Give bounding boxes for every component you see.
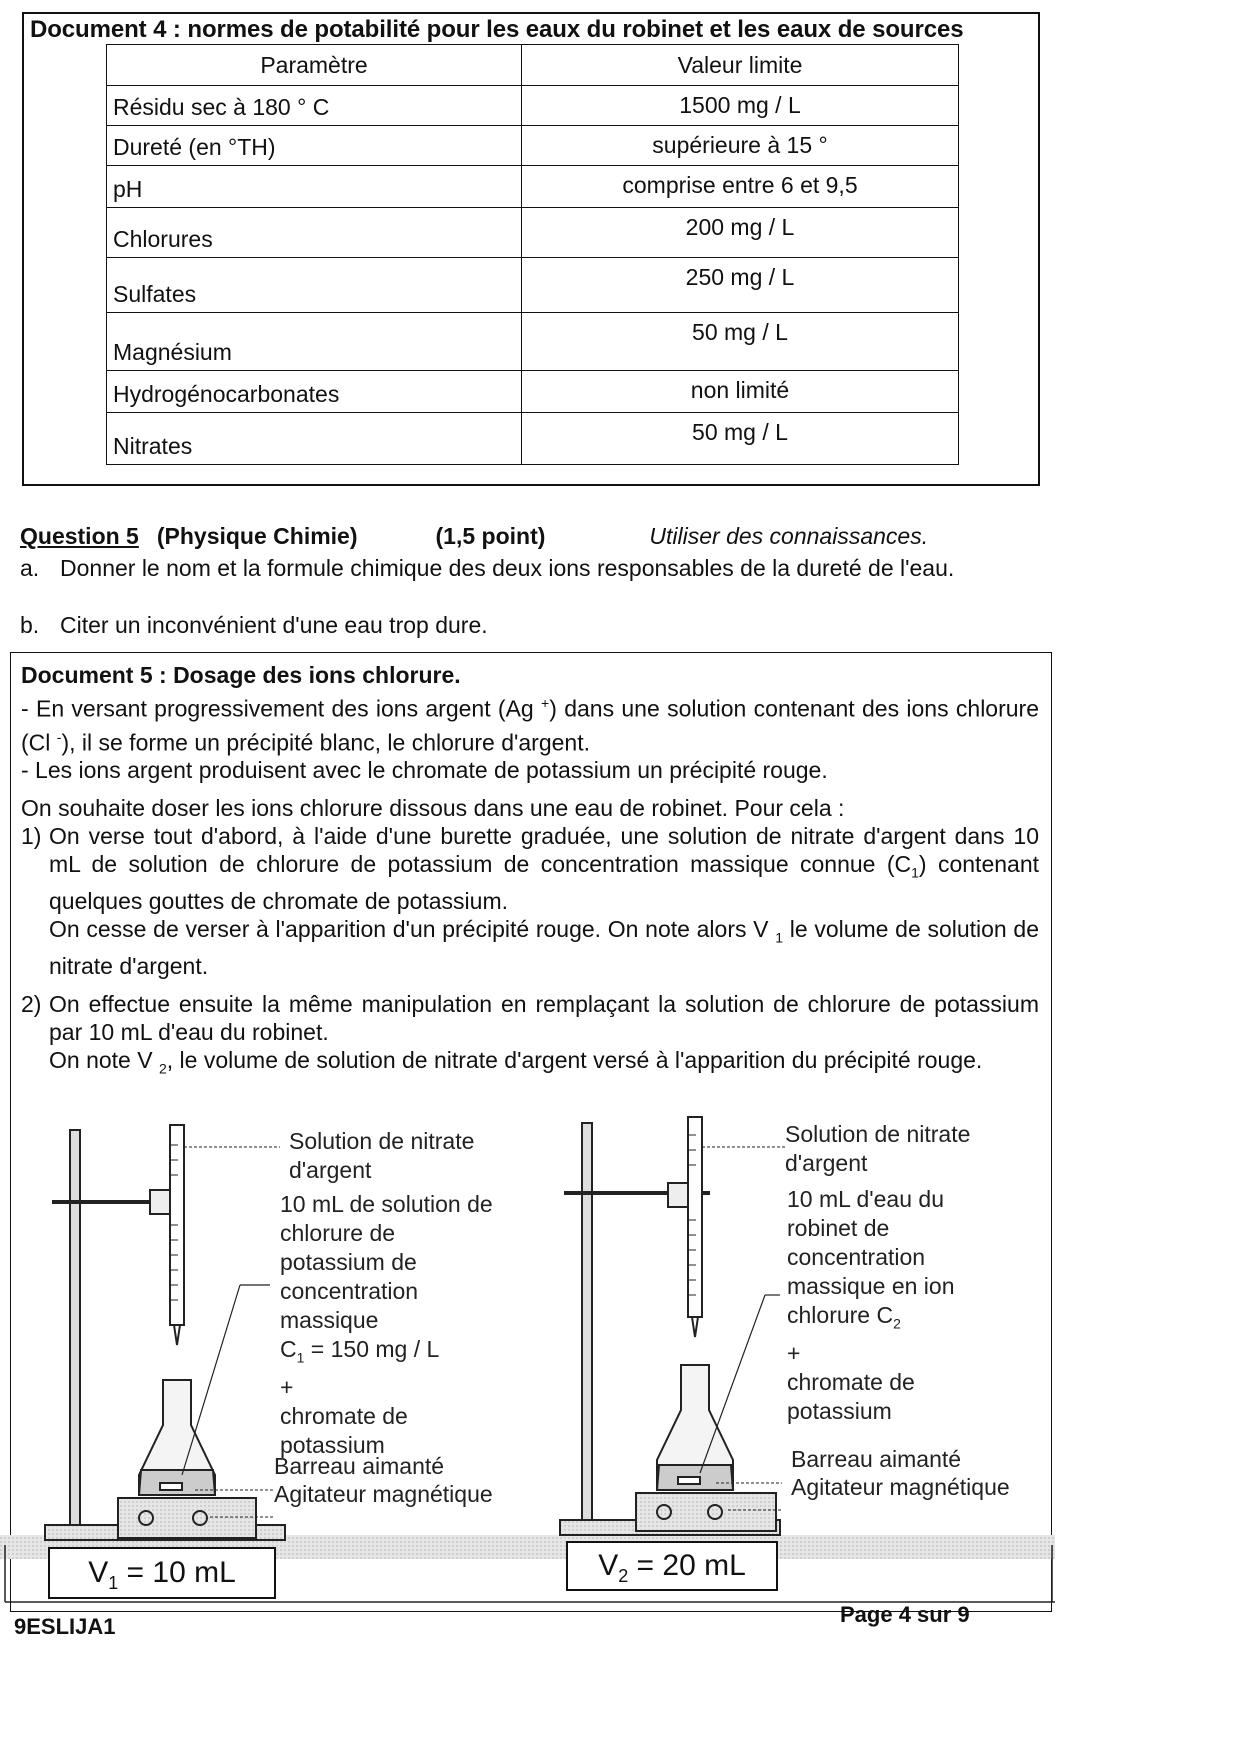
- parameter-cell: Sulfates: [107, 258, 522, 313]
- titration-figure: [0, 1105, 1240, 1605]
- question-5-part-b: [20, 612, 488, 639]
- limit-cell: comprise entre 6 et 9,5: [522, 166, 959, 208]
- table-row: [107, 126, 959, 166]
- footer-page-number: Page 4 sur 9: [840, 1602, 970, 1627]
- right-burette-tip: [692, 1317, 698, 1337]
- right-stand-rod: [582, 1123, 592, 1533]
- right-burette-label: Solution de nitrate d'argent: [785, 1121, 971, 1176]
- right-setup: [560, 1117, 785, 1535]
- table-header-row: [107, 45, 959, 86]
- right-stirrer-label: Agitateur magnétique: [791, 1474, 1010, 1500]
- titration-drawing: [0, 1105, 1240, 1605]
- question-points: (1,5 point): [435, 523, 546, 549]
- limit-cell: 250 mg / L: [522, 258, 959, 313]
- column-header-parameter: Paramètre: [107, 45, 522, 86]
- parameter-cell: Résidu sec à 180 ° C: [107, 86, 522, 126]
- question-5-part-a: [20, 553, 1040, 583]
- question-skill: Utiliser des connaissances.: [649, 523, 929, 549]
- document-5-text: [21, 661, 1039, 1082]
- part-b-text: Citer un inconvénient d'une eau trop dure.: [60, 612, 488, 638]
- left-setup: [45, 1125, 285, 1540]
- question-label: Question 5: [20, 523, 139, 549]
- limit-cell: supérieure à 15 °: [522, 126, 959, 166]
- left-burette-label: Solution de nitrate d'argent: [289, 1128, 475, 1183]
- bullet-2: - Les ions argent produisent avec le chromate de potassium un précipité rouge.: [21, 757, 828, 784]
- column-header-limit: Valeur limite: [522, 45, 959, 86]
- limit-cell: 50 mg / L: [522, 313, 959, 371]
- part-marker: b.: [20, 612, 40, 638]
- right-bar-label: Barreau aimanté: [791, 1446, 962, 1472]
- table-row: [107, 208, 959, 258]
- step-1: 1) On verse tout d'abord, à l'aide d'une burette graduée, une solution de nitrate d'argent dans 10 mL de solution de chlorure de potassium de concentration massique connue $(C_1)$ contenant quelques gouttes de chromate de potassium. On cesse de verser à l'apparition d'un précipité rouge. On note alors V $_1$ le volume de solution de nitrate d'argent.: [21, 823, 1040, 979]
- intro-text: On souhaite doser les ions chlorure dissous dans une eau de robinet. Pour cela :: [21, 795, 845, 822]
- left-stand-rod: [70, 1130, 80, 1540]
- document-4-title: Document 4 : normes de potabilité pour les eaux du robinet et les eaux de sources: [30, 16, 964, 43]
- left-stir-bar: [160, 1483, 182, 1490]
- document-5-title: Document 5 : Dosage des ions chlorure.: [21, 662, 461, 688]
- limit-cell: 1500 mg / L: [522, 86, 959, 126]
- potability-norms-table: [106, 44, 959, 465]
- table-row: [107, 313, 959, 371]
- table-row: [107, 371, 959, 413]
- question-subject: (Physique Chimie): [156, 523, 358, 549]
- left-stirrer-label: Agitateur magnétique: [274, 1481, 493, 1507]
- right-flask-label: 10 mL d'eau du robinet de concentration massique en ion chlorure $C_2$ + chromate de potassium: [787, 1186, 955, 1424]
- bullet-1: - En versant progressivement des ions argent (Ag +) dans une solution contenant des ions chlorure (Cl -), il se forme un précipité blanc, le chlorure d'argent.: [21, 695, 1039, 756]
- limit-cell: non limité: [522, 371, 959, 413]
- left-burette-tip: [174, 1325, 180, 1345]
- left-bar-label: Barreau aimanté: [274, 1453, 445, 1479]
- parameter-cell: pH: [107, 166, 522, 208]
- table-row: [107, 258, 959, 313]
- right-volume-result: $V_2 = 20$ mL: [566, 1541, 778, 1591]
- limit-cell: 200 mg / L: [522, 208, 959, 258]
- left-volume-result: $V_1 = 10$ mL: [48, 1547, 276, 1599]
- parameter-cell: Dureté (en °TH): [107, 126, 522, 166]
- part-a-text: Donner le nom et la formule chimique des deux ions responsables de la dureté de l'eau.: [60, 555, 955, 581]
- parameter-cell: Nitrates: [107, 413, 522, 465]
- parameter-cell: Magnésium: [107, 313, 522, 371]
- table-row: [107, 166, 959, 208]
- left-flask-label: 10 mL de solution de chlorure de potassium de concentration massique $C_1 = 150$ mg / L + chromate de potassium: [280, 1191, 493, 1458]
- right-stir-bar: [678, 1477, 700, 1484]
- right-burette: [688, 1117, 702, 1317]
- document-4-box: [22, 12, 1040, 486]
- part-marker: a.: [20, 555, 40, 581]
- parameter-cell: Hydrogénocarbonates: [107, 371, 522, 413]
- question-5-header: [20, 523, 928, 550]
- limit-cell: 50 mg / L: [522, 413, 959, 465]
- step-2: 2) On effectue ensuite la même manipulation en remplaçant la solution de chlorure de potassium par 10 mL d'eau du robinet. On note V $_2$, le volume de solution de nitrate d'argent versé à l'apparition du précipité rouge.: [21, 990, 1039, 1077]
- table-row: [107, 86, 959, 126]
- footer-exam-code: 9ESLIJA1: [14, 1614, 116, 1639]
- table-row: [107, 413, 959, 465]
- parameter-cell: Chlorures: [107, 208, 522, 258]
